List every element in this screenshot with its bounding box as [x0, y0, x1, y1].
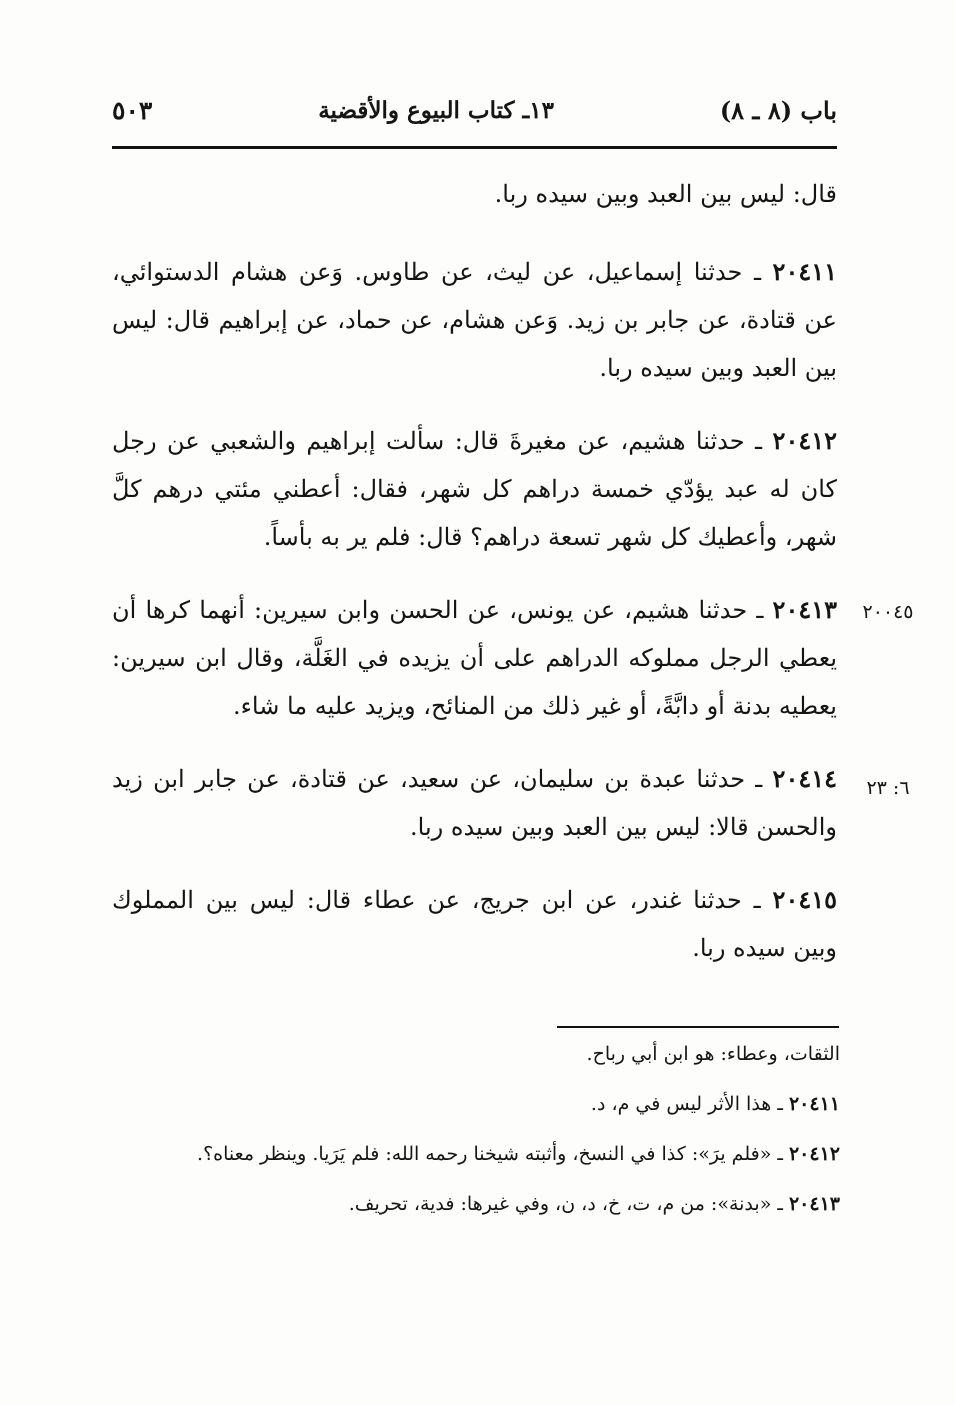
- footnote: [112, 1085, 840, 1123]
- main-text: [112, 170, 837, 997]
- paragraph: [112, 248, 837, 392]
- page-number: ٥٠٣: [112, 95, 153, 125]
- paragraph-text: قال: ليس بين العبد وبين سيده ربا.: [494, 180, 837, 208]
- footnote-number: ٢٠٤١٣: [788, 1193, 840, 1215]
- section-label: باب (٨ ـ ٨): [719, 95, 837, 125]
- footnote-rule: [557, 1026, 839, 1028]
- footnotes: [112, 1035, 840, 1235]
- hadith-number: ٢٠٤١٣: [772, 595, 837, 624]
- footnote-text: الثقات، وعطاء: هو ابن أبي رباح.: [586, 1043, 840, 1065]
- footnote: [112, 1035, 840, 1073]
- margin-reference: ٢٠٠٤٥: [862, 601, 914, 623]
- hadith-number: ٢٠٤١٢: [772, 426, 837, 455]
- paragraph: [112, 417, 837, 561]
- header-rule: [112, 146, 837, 149]
- footnote-text: ـ هذا الأثر ليس في م، د.: [590, 1093, 789, 1115]
- paragraph-text: ـ حدثنا عبدة بن سليمان، عن سعيد، عن قتادة، عن جابر ابن زيد والحسن قالا: ليس بين العبد وبين سيده ربا.: [112, 765, 837, 841]
- paragraph-text: ـ حدثنا هشيم، عن يونس، عن الحسن وابن سيرين: أنهما كرها أن يعطي الرجل مملوكه الدراهم على أن يزيده في الغَلَّة، وقال ابن سيرين: يعطيه بدنة أو دابَّةً، أو غير ذلك من المنائح، ويزيد عليه ما شاء.: [112, 596, 838, 720]
- paragraph: [112, 170, 837, 218]
- paragraph: [112, 586, 837, 730]
- paragraph-text: ـ حدثنا غندر، عن ابن جريج، عن عطاء قال: ليس بين المملوك وبين سيده ربا.: [112, 886, 837, 962]
- footnote: [112, 1135, 840, 1173]
- footnote-text: ـ «فلم يرَ»: كذا في النسخ، وأثبته شيخنا رحمه الله: فلم يَرَيا. وينظر معناه؟.: [197, 1143, 789, 1165]
- hadith-number: ٢٠٤١٤: [772, 764, 837, 793]
- paragraph-text: ـ حدثنا إسماعيل، عن ليث، عن طاوس. وَعن هشام الدستوائي، عن قتادة، عن جابر بن زيد. وَعن هشام، عن حماد، عن إبراهيم قال: ليس بين العبد وبين سيده ربا.: [112, 258, 838, 382]
- footnote: [112, 1185, 840, 1223]
- footnote-number: ٢٠٤١٢: [788, 1143, 840, 1165]
- margin-reference: ٦: ٢٣: [866, 777, 910, 799]
- paragraph: [112, 755, 837, 851]
- running-header: [112, 88, 837, 132]
- hadith-number: ٢٠٤١٥: [772, 885, 837, 914]
- chapter-title: ١٣ـ كتاب البيوع والأقضية: [318, 96, 554, 124]
- paragraph: [112, 876, 837, 972]
- footnote-number: ٢٠٤١١: [788, 1093, 840, 1115]
- paragraph-text: ـ حدثنا هشيم، عن مغيرةَ قال: سألت إبراهيم والشعبي عن رجل كان له عبد يؤدّي خمسة دراهم كل شهر، فقال: أعطني مئتي درهم كلَّ شهر، وأعطيك كل شهر تسعة دراهم؟ قال: فلم ير به بأساً.: [112, 427, 837, 551]
- hadith-number: ٢٠٤١١: [772, 257, 837, 286]
- footnote-text: ـ «بدنة»: من م، ت، خ، د، ن، وفي غيرها: فدية، تحريف.: [348, 1193, 789, 1215]
